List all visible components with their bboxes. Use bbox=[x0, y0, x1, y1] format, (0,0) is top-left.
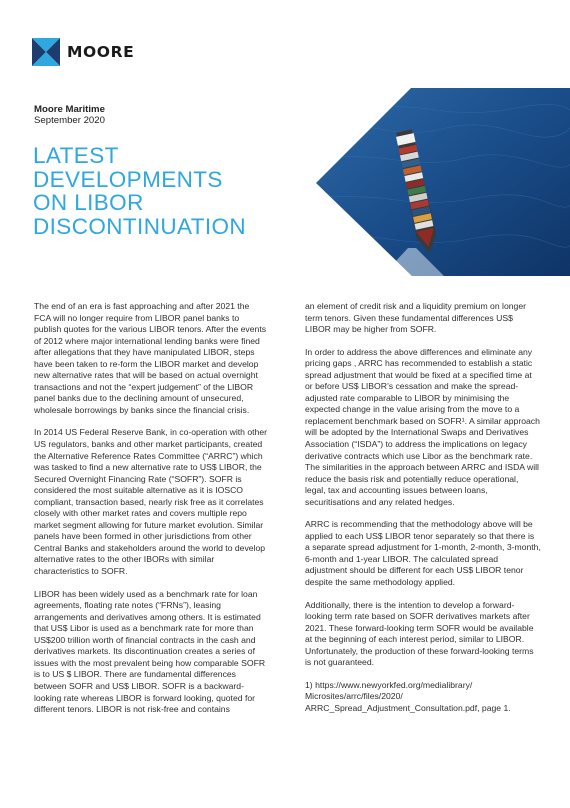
paragraph: ARRC is recommending that the methodology above will be applied to each US$ LIBOR tenor separately so that there is a separate spread adjustment for 1-month, 2-month, 3-month, 6-month and 1-year LIBOR. The calculated spread adjustment should be different for each US$ LIBOR tenor despite the same methodology applied. bbox=[305, 519, 541, 588]
paragraph: In 2014 US Federal Reserve Bank, in co-operation with other US regulators, banks and other market participants, created the Alternative Reference Rates Committee (“ARRC”) which was tasked to find a new alternative rate to US$ LIBOR, the Secured Overnight Financing Rate (“SOFR”). SOFR is considered the most suitable alternative as it is IOSCO compliant, transaction based, nearly risk free as it correlates closely with other market rates and covers multiple repo market segment allowing for future market evolution. Similar panels have been formed in other jurisdictions from other Central Banks and stakeholders around the world to develop alternative rates to the other IBORs with similar characteristics to SOFR. bbox=[34, 427, 268, 577]
issue-info bbox=[34, 104, 105, 126]
page-title bbox=[33, 144, 293, 238]
paragraph: Additionally, there is the intention to develop a forward-looking term rate based on SOFR derivatives markets after 2021. These forward-looking term SOFR would be available at the beginning of each interest period, similar to LIBOR. Unfortunately, the production of these forward-looking terms is not guaranteed. bbox=[305, 599, 534, 668]
title-line: LATEST bbox=[33, 143, 119, 168]
paragraph: an element of credit risk and a liquidity premium on longer term tenors. Given these fundamental differences US$ LIBOR may be higher from SOFR. bbox=[305, 301, 527, 335]
moore-logo bbox=[32, 38, 134, 66]
issue-date: September 2020 bbox=[34, 115, 105, 126]
footnote: 1) https://www.newyorkfed.org/medialibrary/ Microsites/arrc/files/2020/ ARRC_Spread_Adjustment_Consultation.pdf, page 1. bbox=[305, 679, 511, 713]
article-column-left bbox=[34, 301, 267, 727]
title-line: DISCONTINUATION bbox=[33, 213, 247, 239]
paragraph: LIBOR has been widely used as a benchmark rate for loan agreements, floating rate notes (“FRNs”), leasing arrangements and derivatives among others. It is estimated that US$ Libor is used as a benchmark rate for more than US$200 trillion worth of financial contracts in the cash and derivatives markets. Its discontinuation creates a series of issues with the most prevalent being how comparable SOFR is to US $ LIBOR. There are fundamental differences between SOFR and US$ LIBOR. SOFR is a backward-looking rate whereas LIBOR is forward looking, quoted for different tenors. LIBOR is not risk-free and contains bbox=[34, 588, 266, 715]
container-ship-aerial-photo bbox=[316, 88, 570, 276]
moore-logo-icon bbox=[32, 38, 60, 66]
issue-org: Moore Maritime bbox=[34, 104, 105, 115]
title-line: ON LIBOR bbox=[33, 190, 144, 215]
brand-name: MOORE bbox=[67, 43, 135, 61]
paragraph: The end of an era is fast approaching and after 2021 the FCA will no longer require from LIBOR panel banks to publish quotes for the various LIBOR tenors. After the events of 2012 where major international lending banks were fined after allegations that they have manipulated LIBOR, steps have been taken to re-form the LIBOR market and develop new alternative rates that will be based on actual overnight transactions and not the “expert judgement” of the LIBOR panel banks due to the declining amount of unsecured, wholesale borrowings by banks since the financial crisis. bbox=[34, 301, 267, 415]
article-column-right bbox=[305, 301, 541, 726]
title-line: DEVELOPMENTS bbox=[33, 166, 223, 192]
paragraph: In order to address the above differences and eliminate any pricing gaps , ARRC has recommended to establish a static spread adjustment that would be fixed at a specified time at or before US$ LIBOR’s cessation and make the spread-adjusted rate comparable to LIBOR by minimising the expected change in the value arising from the move to a replacement benchmark based on SOFR¹. A similar approach will be adopted by the International Swaps and Derivatives Association (“ISDA”) to address the implications on legacy derivative contracts which use Libor as the benchmark rate. The similarities in the approach between ARRC and ISDA will reduce the basis risk and potentially reduce operational, legal, tax and accounting issues between loans, securitisations and any related hedges. bbox=[305, 346, 540, 507]
